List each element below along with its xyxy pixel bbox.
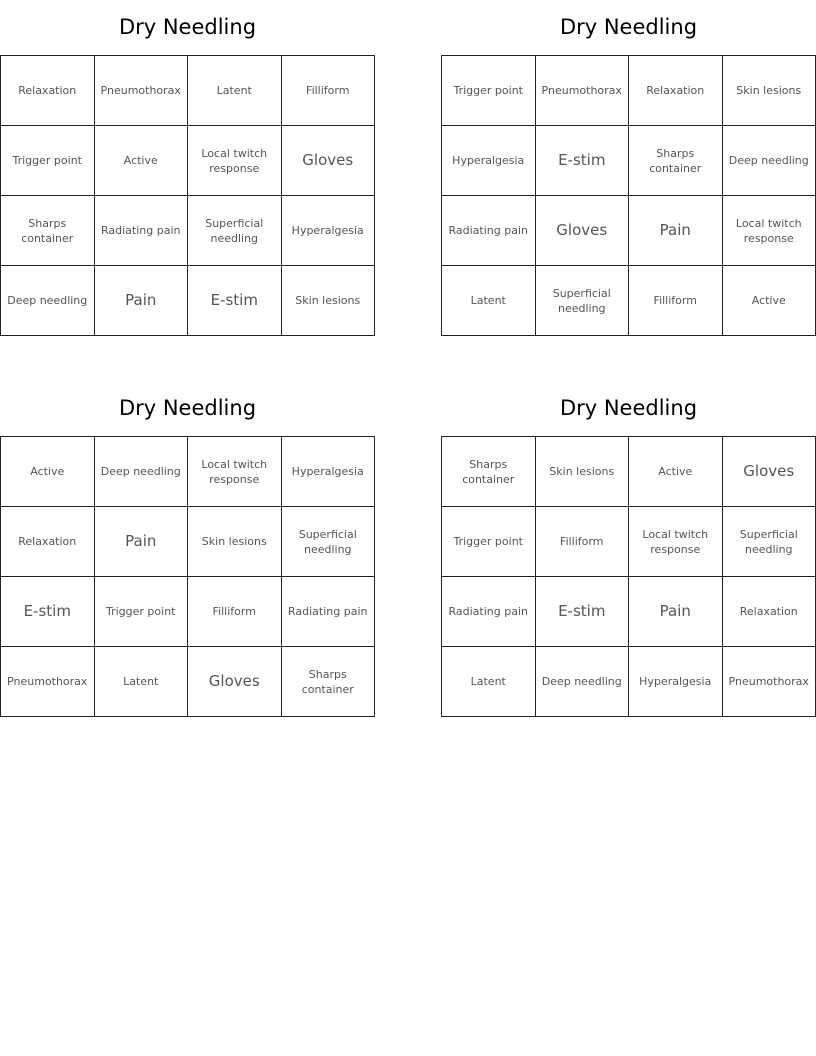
bingo-cell: Trigger point xyxy=(442,56,536,126)
bingo-cell: Deep needling xyxy=(723,126,816,196)
bingo-cell: Gloves xyxy=(188,647,282,717)
card-title: Dry Needling xyxy=(118,396,257,420)
bingo-cell: Relaxation xyxy=(1,56,95,126)
bingo-cell: Deep needling xyxy=(1,266,95,336)
bingo-cell: Pneumothorax xyxy=(723,647,816,717)
bingo-cell: Radiating pain xyxy=(282,577,376,647)
bingo-cell: Hyperalgesia xyxy=(282,196,376,266)
bingo-cell: Pneumothorax xyxy=(1,647,95,717)
bingo-cell: E-stim xyxy=(536,577,630,647)
bingo-cell: Local twitch response xyxy=(629,507,723,577)
bingo-cell: Latent xyxy=(188,56,282,126)
bingo-cell: Sharps container xyxy=(282,647,376,717)
bingo-cell: Skin lesions xyxy=(188,507,282,577)
bingo-cell: Relaxation xyxy=(629,56,723,126)
bingo-cell: Superficial needling xyxy=(188,196,282,266)
bingo-cell: Sharps container xyxy=(442,437,536,507)
bingo-cell: Trigger point xyxy=(95,577,189,647)
bingo-cell: E-stim xyxy=(188,266,282,336)
bingo-card xyxy=(441,381,816,717)
bingo-cell: Filliform xyxy=(188,577,282,647)
bingo-cell: Pneumothorax xyxy=(536,56,630,126)
bingo-cell: Sharps container xyxy=(1,196,95,266)
bingo-cell: Pain xyxy=(95,266,189,336)
bingo-cell: Radiating pain xyxy=(95,196,189,266)
card-title: Dry Needling xyxy=(118,15,257,39)
bingo-cell: Gloves xyxy=(536,196,630,266)
bingo-cell: Pain xyxy=(95,507,189,577)
bingo-cell: Deep needling xyxy=(95,437,189,507)
bingo-cell: E-stim xyxy=(1,577,95,647)
bingo-cell: Skin lesions xyxy=(536,437,630,507)
bingo-cell: Sharps container xyxy=(629,126,723,196)
bingo-cell: Latent xyxy=(442,647,536,717)
bingo-cell: Active xyxy=(95,126,189,196)
bingo-cell: Superficial needling xyxy=(282,507,376,577)
bingo-cell: Trigger point xyxy=(442,507,536,577)
bingo-cell: Hyperalgesia xyxy=(629,647,723,717)
bingo-cell: Skin lesions xyxy=(723,56,816,126)
bingo-cell: Superficial needling xyxy=(536,266,630,336)
bingo-grid xyxy=(0,436,375,717)
bingo-cell: Active xyxy=(723,266,816,336)
bingo-cell: Trigger point xyxy=(1,126,95,196)
bingo-cell: Hyperalgesia xyxy=(282,437,376,507)
bingo-cell: Pain xyxy=(629,577,723,647)
bingo-cell: Pain xyxy=(629,196,723,266)
bingo-cell: E-stim xyxy=(536,126,630,196)
bingo-cell: Active xyxy=(1,437,95,507)
bingo-cell: Filliform xyxy=(629,266,723,336)
bingo-card xyxy=(0,0,375,336)
bingo-cell: Filliform xyxy=(282,56,376,126)
bingo-cell: Latent xyxy=(442,266,536,336)
bingo-card xyxy=(0,381,375,717)
bingo-cell: Skin lesions xyxy=(282,266,376,336)
bingo-cell: Local twitch response xyxy=(188,126,282,196)
bingo-cell: Radiating pain xyxy=(442,196,536,266)
bingo-cell: Gloves xyxy=(282,126,376,196)
bingo-cell: Relaxation xyxy=(1,507,95,577)
bingo-grid xyxy=(441,55,816,336)
bingo-cell: Hyperalgesia xyxy=(442,126,536,196)
card-title: Dry Needling xyxy=(559,396,698,420)
bingo-cell: Deep needling xyxy=(536,647,630,717)
bingo-cell: Pneumothorax xyxy=(95,56,189,126)
bingo-cell: Latent xyxy=(95,647,189,717)
bingo-grid xyxy=(441,436,816,717)
bingo-cell: Superficial needling xyxy=(723,507,816,577)
bingo-cell: Relaxation xyxy=(723,577,816,647)
card-title: Dry Needling xyxy=(559,15,698,39)
bingo-card xyxy=(441,0,816,336)
bingo-cell: Local twitch response xyxy=(723,196,816,266)
bingo-grid xyxy=(0,55,375,336)
bingo-cell: Filliform xyxy=(536,507,630,577)
bingo-cell: Local twitch response xyxy=(188,437,282,507)
bingo-cell: Radiating pain xyxy=(442,577,536,647)
bingo-cell: Active xyxy=(629,437,723,507)
bingo-cell: Gloves xyxy=(723,437,816,507)
